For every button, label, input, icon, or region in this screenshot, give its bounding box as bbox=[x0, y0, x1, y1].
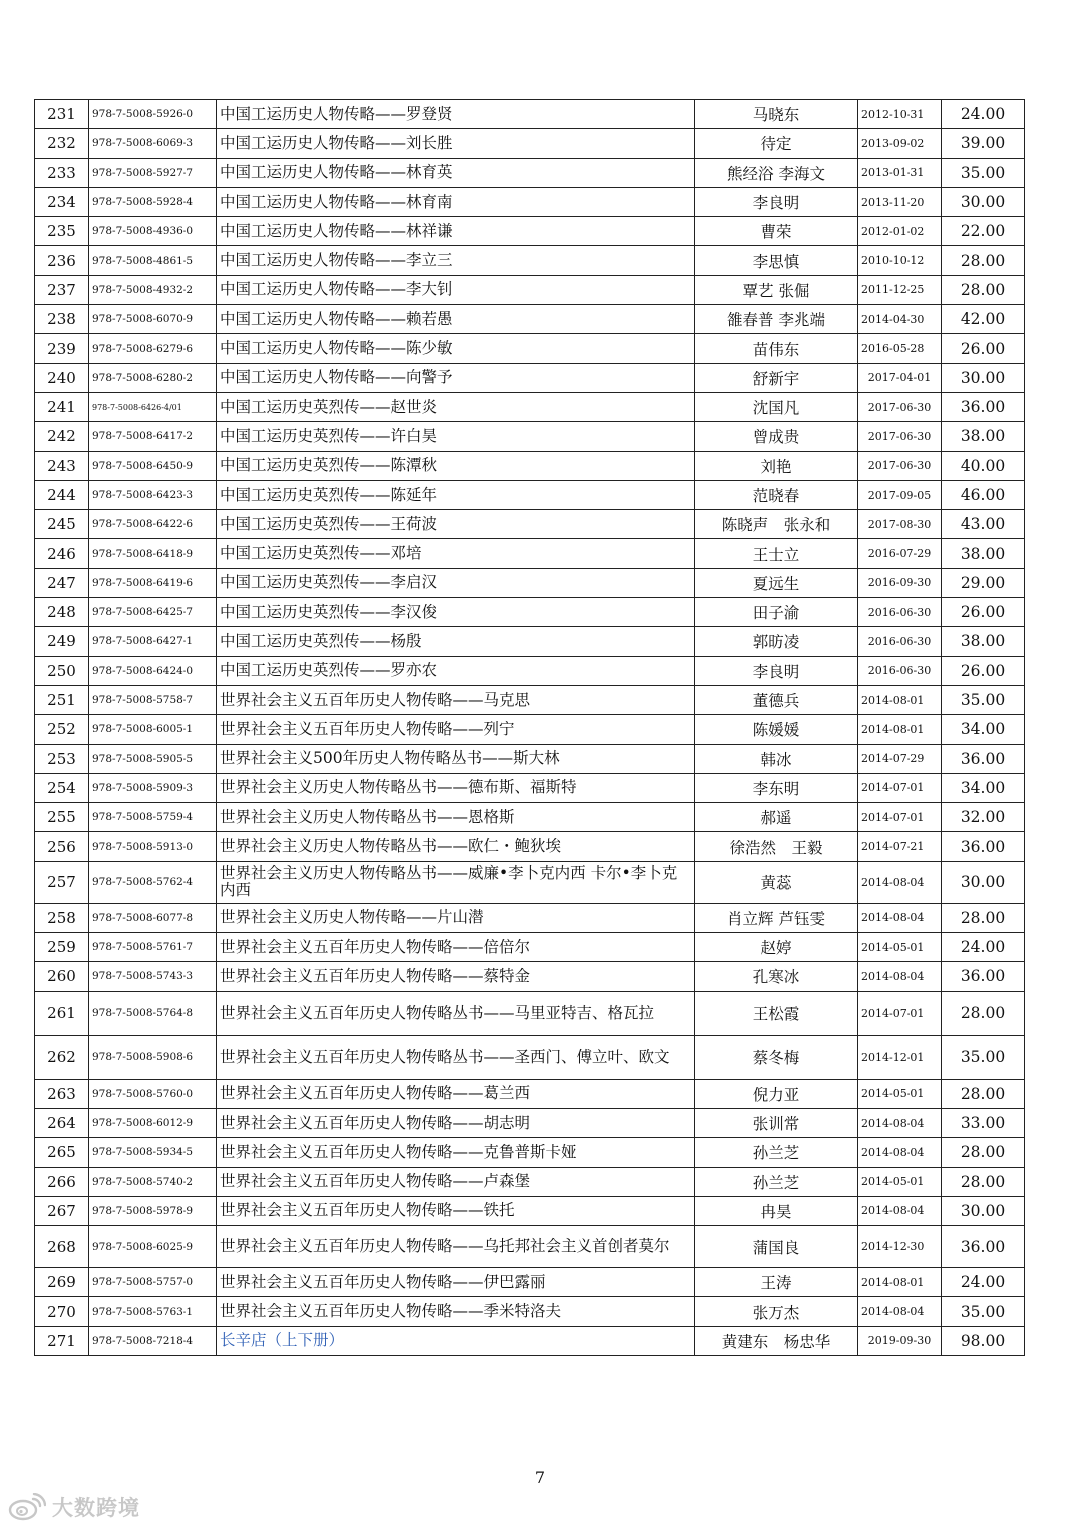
isbn-cell: 978-7-5008-6450-9 bbox=[89, 451, 217, 480]
price-cell: 34.00 bbox=[942, 715, 1025, 744]
price-cell: 28.00 bbox=[942, 1167, 1025, 1196]
isbn-cell: 978-7-5008-6070-9 bbox=[89, 305, 217, 334]
date-cell: 2014-05-01 bbox=[858, 1079, 942, 1108]
price-cell: 36.00 bbox=[942, 962, 1025, 991]
price-cell: 35.00 bbox=[942, 685, 1025, 714]
row-number: 249 bbox=[35, 627, 89, 656]
date-cell: 2010-10-12 bbox=[858, 246, 942, 275]
price-cell: 36.00 bbox=[942, 1226, 1025, 1268]
isbn-cell: 978-7-5008-5757-0 bbox=[89, 1268, 217, 1297]
author-cell: 王涛 bbox=[695, 1268, 858, 1297]
author-cell: 蔡冬梅 bbox=[695, 1035, 858, 1079]
price-cell: 28.00 bbox=[942, 1138, 1025, 1167]
table-row bbox=[35, 363, 1025, 392]
author-cell: 雒春普 李兆端 bbox=[695, 305, 858, 334]
price-cell: 35.00 bbox=[942, 1297, 1025, 1326]
date-cell: 2014-08-04 bbox=[858, 1138, 942, 1167]
price-cell: 28.00 bbox=[942, 246, 1025, 275]
table-row bbox=[35, 392, 1025, 421]
author-cell: 夏远生 bbox=[695, 568, 858, 597]
date-cell: 2014-08-01 bbox=[858, 1268, 942, 1297]
title-cell: 世界社会主义历史人物传略——片山潜 bbox=[217, 903, 695, 932]
date-cell: 2014-05-01 bbox=[858, 933, 942, 962]
title-cell: 中国工运历史人物传略——李大钊 bbox=[217, 275, 695, 304]
date-cell: 2017-09-05 bbox=[858, 480, 942, 509]
author-cell: 赵婷 bbox=[695, 933, 858, 962]
price-cell: 40.00 bbox=[942, 451, 1025, 480]
isbn-cell: 978-7-5008-6280-2 bbox=[89, 363, 217, 392]
weibo-logo-icon bbox=[8, 1493, 46, 1521]
row-number: 258 bbox=[35, 903, 89, 932]
isbn-cell: 978-7-5008-5927-7 bbox=[89, 158, 217, 187]
row-number: 267 bbox=[35, 1196, 89, 1225]
row-number: 259 bbox=[35, 933, 89, 962]
row-number: 270 bbox=[35, 1297, 89, 1326]
table-row bbox=[35, 685, 1025, 714]
title-cell: 中国工运历史英烈传——李启汉 bbox=[217, 568, 695, 597]
table-row bbox=[35, 539, 1025, 568]
row-number: 247 bbox=[35, 568, 89, 597]
row-number: 240 bbox=[35, 363, 89, 392]
author-cell: 孙兰芝 bbox=[695, 1167, 858, 1196]
title-cell: 中国工运历史英烈传——李汉俊 bbox=[217, 598, 695, 627]
date-cell: 2017-06-30 bbox=[858, 422, 942, 451]
date-cell: 2013-01-31 bbox=[858, 158, 942, 187]
table-row bbox=[35, 962, 1025, 991]
watermark-text: 大数跨境 bbox=[52, 1496, 140, 1520]
author-cell: 田子渝 bbox=[695, 598, 858, 627]
price-cell: 28.00 bbox=[942, 991, 1025, 1035]
isbn-cell: 978-7-5008-5934-5 bbox=[89, 1138, 217, 1167]
table-row bbox=[35, 803, 1025, 832]
row-number: 271 bbox=[35, 1326, 89, 1355]
title-cell: 长辛店（上下册） bbox=[217, 1326, 695, 1355]
row-number: 262 bbox=[35, 1035, 89, 1079]
isbn-cell: 978-7-5008-5760-0 bbox=[89, 1079, 217, 1108]
author-cell: 徐浩然 王毅 bbox=[695, 832, 858, 861]
author-cell: 范晓春 bbox=[695, 480, 858, 509]
date-cell: 2014-07-21 bbox=[858, 832, 942, 861]
row-number: 242 bbox=[35, 422, 89, 451]
author-cell: 曾成贵 bbox=[695, 422, 858, 451]
price-cell: 46.00 bbox=[942, 480, 1025, 509]
isbn-cell: 978-7-5008-6005-1 bbox=[89, 715, 217, 744]
table-row bbox=[35, 903, 1025, 932]
title-cell: 世界社会主义五百年历史人物传略——葛兰西 bbox=[217, 1079, 695, 1108]
author-cell: 曹荣 bbox=[695, 217, 858, 246]
isbn-cell: 978-7-5008-7218-4 bbox=[89, 1326, 217, 1355]
title-cell: 世界社会主义五百年历史人物传略——蔡特金 bbox=[217, 962, 695, 991]
date-cell: 2012-10-31 bbox=[858, 100, 942, 129]
date-cell: 2016-07-29 bbox=[858, 539, 942, 568]
date-cell: 2014-05-01 bbox=[858, 1167, 942, 1196]
page-number: 7 bbox=[534, 1468, 546, 1487]
date-cell: 2014-08-04 bbox=[858, 861, 942, 903]
author-cell: 马晓东 bbox=[695, 100, 858, 129]
date-cell: 2017-08-30 bbox=[858, 510, 942, 539]
author-cell: 李思慎 bbox=[695, 246, 858, 275]
price-cell: 30.00 bbox=[942, 861, 1025, 903]
author-cell: 张万杰 bbox=[695, 1297, 858, 1326]
price-cell: 34.00 bbox=[942, 773, 1025, 802]
row-number: 235 bbox=[35, 217, 89, 246]
row-number: 266 bbox=[35, 1167, 89, 1196]
author-cell: 孔寒冰 bbox=[695, 962, 858, 991]
isbn-cell: 978-7-5008-5758-7 bbox=[89, 685, 217, 714]
isbn-cell: 978-7-5008-5913-0 bbox=[89, 832, 217, 861]
price-cell: 28.00 bbox=[942, 275, 1025, 304]
price-cell: 24.00 bbox=[942, 100, 1025, 129]
price-cell: 26.00 bbox=[942, 598, 1025, 627]
title-cell: 世界社会主义五百年历史人物传略——马克思 bbox=[217, 685, 695, 714]
table-row bbox=[35, 275, 1025, 304]
date-cell: 2014-07-01 bbox=[858, 773, 942, 802]
author-cell: 倪力亚 bbox=[695, 1079, 858, 1108]
date-cell: 2012-01-02 bbox=[858, 217, 942, 246]
date-cell: 2013-11-20 bbox=[858, 187, 942, 216]
date-cell: 2014-07-29 bbox=[858, 744, 942, 773]
row-number: 253 bbox=[35, 744, 89, 773]
author-cell: 苗伟东 bbox=[695, 334, 858, 363]
table-row bbox=[35, 744, 1025, 773]
table-row bbox=[35, 1326, 1025, 1355]
price-cell: 36.00 bbox=[942, 744, 1025, 773]
title-cell: 中国工运历史人物传略——林祥谦 bbox=[217, 217, 695, 246]
date-cell: 2014-08-04 bbox=[858, 1196, 942, 1225]
isbn-cell: 978-7-5008-5761-7 bbox=[89, 933, 217, 962]
isbn-cell: 978-7-5008-5764-8 bbox=[89, 991, 217, 1035]
table-row bbox=[35, 510, 1025, 539]
author-cell: 黄蕊 bbox=[695, 861, 858, 903]
title-cell: 世界社会主义历史人物传略丛书——威廉•李卜克内西 卡尔•李卜克内西 bbox=[217, 861, 695, 903]
isbn-cell: 978-7-5008-4936-0 bbox=[89, 217, 217, 246]
price-cell: 30.00 bbox=[942, 363, 1025, 392]
title-cell: 世界社会主义五百年历史人物传略丛书——马里亚特吉、格瓦拉 bbox=[217, 991, 695, 1035]
title-cell: 世界社会主义五百年历史人物传略——倍倍尔 bbox=[217, 933, 695, 962]
row-number: 269 bbox=[35, 1268, 89, 1297]
price-cell: 30.00 bbox=[942, 187, 1025, 216]
title-cell: 中国工运历史人物传略——林育南 bbox=[217, 187, 695, 216]
title-cell: 中国工运历史英烈传——赵世炎 bbox=[217, 392, 695, 421]
date-cell: 2014-08-01 bbox=[858, 715, 942, 744]
row-number: 251 bbox=[35, 685, 89, 714]
row-number: 232 bbox=[35, 129, 89, 158]
table-row bbox=[35, 129, 1025, 158]
table-row bbox=[35, 334, 1025, 363]
author-cell: 李东明 bbox=[695, 773, 858, 802]
table-row bbox=[35, 861, 1025, 903]
table-row bbox=[35, 991, 1025, 1035]
title-cell: 世界社会主义五百年历史人物传略——乌托邦社会主义首创者莫尔 bbox=[217, 1226, 695, 1268]
row-number: 231 bbox=[35, 100, 89, 129]
row-number: 256 bbox=[35, 832, 89, 861]
price-cell: 39.00 bbox=[942, 129, 1025, 158]
date-cell: 2014-07-01 bbox=[858, 991, 942, 1035]
row-number: 263 bbox=[35, 1079, 89, 1108]
isbn-cell: 978-7-5008-5763-1 bbox=[89, 1297, 217, 1326]
table-row bbox=[35, 933, 1025, 962]
author-cell: 孙兰芝 bbox=[695, 1138, 858, 1167]
isbn-cell: 978-7-5008-6025-9 bbox=[89, 1226, 217, 1268]
isbn-cell: 978-7-5008-5908-6 bbox=[89, 1035, 217, 1079]
price-cell: 35.00 bbox=[942, 1035, 1025, 1079]
row-number: 234 bbox=[35, 187, 89, 216]
title-cell: 中国工运历史英烈传——邓培 bbox=[217, 539, 695, 568]
row-number: 248 bbox=[35, 598, 89, 627]
table-row bbox=[35, 1079, 1025, 1108]
isbn-cell: 978-7-5008-5743-3 bbox=[89, 962, 217, 991]
date-cell: 2014-12-30 bbox=[858, 1226, 942, 1268]
isbn-cell: 978-7-5008-5759-4 bbox=[89, 803, 217, 832]
title-cell: 世界社会主义五百年历史人物传略——列宁 bbox=[217, 715, 695, 744]
isbn-cell: 978-7-5008-6423-3 bbox=[89, 480, 217, 509]
date-cell: 2017-04-01 bbox=[858, 363, 942, 392]
isbn-cell: 978-7-5008-4861-5 bbox=[89, 246, 217, 275]
title-cell: 世界社会主义五百年历史人物传略——季米特洛夫 bbox=[217, 1297, 695, 1326]
price-cell: 28.00 bbox=[942, 1079, 1025, 1108]
isbn-cell: 978-7-5008-5905-5 bbox=[89, 744, 217, 773]
table-row bbox=[35, 246, 1025, 275]
price-cell: 24.00 bbox=[942, 1268, 1025, 1297]
isbn-cell: 978-7-5008-6424-0 bbox=[89, 656, 217, 685]
title-cell: 中国工运历史英烈传——许白昊 bbox=[217, 422, 695, 451]
title-cell: 世界社会主义五百年历史人物传略——卢森堡 bbox=[217, 1167, 695, 1196]
isbn-cell: 978-7-5008-5928-4 bbox=[89, 187, 217, 216]
price-cell: 33.00 bbox=[942, 1108, 1025, 1137]
date-cell: 2014-08-04 bbox=[858, 903, 942, 932]
title-cell: 世界社会主义历史人物传略丛书——德布斯、福斯特 bbox=[217, 773, 695, 802]
author-cell: 蒲国良 bbox=[695, 1226, 858, 1268]
table-row bbox=[35, 158, 1025, 187]
title-cell: 中国工运历史人物传略——林育英 bbox=[217, 158, 695, 187]
price-cell: 32.00 bbox=[942, 803, 1025, 832]
row-number: 239 bbox=[35, 334, 89, 363]
watermark bbox=[8, 1492, 140, 1522]
row-number: 252 bbox=[35, 715, 89, 744]
author-cell: 舒新宇 bbox=[695, 363, 858, 392]
title-cell: 中国工运历史人物传略——赖若愚 bbox=[217, 305, 695, 334]
table-row bbox=[35, 1167, 1025, 1196]
table-row bbox=[35, 100, 1025, 129]
date-cell: 2016-05-28 bbox=[858, 334, 942, 363]
table-row bbox=[35, 627, 1025, 656]
price-cell: 36.00 bbox=[942, 392, 1025, 421]
date-cell: 2019-09-30 bbox=[858, 1326, 942, 1355]
table-row bbox=[35, 715, 1025, 744]
price-cell: 42.00 bbox=[942, 305, 1025, 334]
table-row bbox=[35, 451, 1025, 480]
table-row bbox=[35, 1108, 1025, 1137]
author-cell: 李良明 bbox=[695, 656, 858, 685]
isbn-cell: 978-7-5008-6422-6 bbox=[89, 510, 217, 539]
title-cell: 中国工运历史人物传略——李立三 bbox=[217, 246, 695, 275]
table-row bbox=[35, 773, 1025, 802]
isbn-cell: 978-7-5008-6419-6 bbox=[89, 568, 217, 597]
isbn-cell: 978-7-5008-5762-4 bbox=[89, 861, 217, 903]
price-cell: 30.00 bbox=[942, 1196, 1025, 1225]
table-row bbox=[35, 480, 1025, 509]
price-cell: 98.00 bbox=[942, 1326, 1025, 1355]
date-cell: 2014-08-01 bbox=[858, 685, 942, 714]
author-cell: 张训常 bbox=[695, 1108, 858, 1137]
isbn-cell: 978-7-5008-5909-3 bbox=[89, 773, 217, 802]
author-cell: 郝遥 bbox=[695, 803, 858, 832]
isbn-cell: 978-7-5008-6425-7 bbox=[89, 598, 217, 627]
price-cell: 38.00 bbox=[942, 627, 1025, 656]
price-cell: 28.00 bbox=[942, 903, 1025, 932]
table-row bbox=[35, 187, 1025, 216]
author-cell: 熊经浴 李海文 bbox=[695, 158, 858, 187]
row-number: 261 bbox=[35, 991, 89, 1035]
table-row bbox=[35, 598, 1025, 627]
price-cell: 43.00 bbox=[942, 510, 1025, 539]
table-row bbox=[35, 1268, 1025, 1297]
title-cell: 世界社会主义五百年历史人物传略——铁托 bbox=[217, 1196, 695, 1225]
table-row bbox=[35, 1196, 1025, 1225]
row-number: 260 bbox=[35, 962, 89, 991]
date-cell: 2013-09-02 bbox=[858, 129, 942, 158]
isbn-cell: 978-7-5008-5740-2 bbox=[89, 1167, 217, 1196]
table-row bbox=[35, 217, 1025, 246]
isbn-cell: 978-7-5008-6417-2 bbox=[89, 422, 217, 451]
author-cell: 郭昉凌 bbox=[695, 627, 858, 656]
title-cell: 中国工运历史英烈传——王荷波 bbox=[217, 510, 695, 539]
author-cell: 冉昊 bbox=[695, 1196, 858, 1225]
title-cell: 中国工运历史英烈传——陈潭秋 bbox=[217, 451, 695, 480]
isbn-cell: 978-7-5008-5926-0 bbox=[89, 100, 217, 129]
table-row bbox=[35, 1138, 1025, 1167]
title-cell: 世界社会主义五百年历史人物传略——胡志明 bbox=[217, 1108, 695, 1137]
row-number: 255 bbox=[35, 803, 89, 832]
price-cell: 22.00 bbox=[942, 217, 1025, 246]
title-cell: 中国工运历史人物传略——向警予 bbox=[217, 363, 695, 392]
row-number: 241 bbox=[35, 392, 89, 421]
title-cell: 中国工运历史人物传略——刘长胜 bbox=[217, 129, 695, 158]
isbn-cell: 978-7-5008-6069-3 bbox=[89, 129, 217, 158]
date-cell: 2016-06-30 bbox=[858, 627, 942, 656]
row-number: 254 bbox=[35, 773, 89, 802]
table-row bbox=[35, 1226, 1025, 1268]
date-cell: 2014-08-04 bbox=[858, 1108, 942, 1137]
title-cell: 中国工运历史英烈传——陈延年 bbox=[217, 480, 695, 509]
date-cell: 2014-07-01 bbox=[858, 803, 942, 832]
author-cell: 待定 bbox=[695, 129, 858, 158]
price-cell: 38.00 bbox=[942, 422, 1025, 451]
author-cell: 刘艳 bbox=[695, 451, 858, 480]
title-cell: 中国工运历史人物传略——罗登贤 bbox=[217, 100, 695, 129]
row-number: 244 bbox=[35, 480, 89, 509]
isbn-cell: 978-7-5008-6279-6 bbox=[89, 334, 217, 363]
table-row bbox=[35, 1297, 1025, 1326]
date-cell: 2014-08-04 bbox=[858, 1297, 942, 1326]
book-catalog-table bbox=[34, 99, 1025, 1356]
title-cell: 中国工运历史英烈传——罗亦农 bbox=[217, 656, 695, 685]
date-cell: 2016-06-30 bbox=[858, 598, 942, 627]
title-cell: 中国工运历史人物传略——陈少敏 bbox=[217, 334, 695, 363]
date-cell: 2011-12-25 bbox=[858, 275, 942, 304]
table-row bbox=[35, 422, 1025, 451]
isbn-cell: 978-7-5008-4932-2 bbox=[89, 275, 217, 304]
price-cell: 38.00 bbox=[942, 539, 1025, 568]
author-cell: 陈媛媛 bbox=[695, 715, 858, 744]
row-number: 268 bbox=[35, 1226, 89, 1268]
title-cell: 世界社会主义五百年历史人物传略丛书——圣西门、傅立叶、欧文 bbox=[217, 1035, 695, 1079]
author-cell: 陈晓声 张永和 bbox=[695, 510, 858, 539]
date-cell: 2014-04-30 bbox=[858, 305, 942, 334]
table-row bbox=[35, 305, 1025, 334]
isbn-cell: 978-7-5008-6077-8 bbox=[89, 903, 217, 932]
author-cell: 董德兵 bbox=[695, 685, 858, 714]
date-cell: 2017-06-30 bbox=[858, 392, 942, 421]
price-cell: 26.00 bbox=[942, 334, 1025, 363]
date-cell: 2014-12-01 bbox=[858, 1035, 942, 1079]
isbn-cell: 978-7-5008-6426-4/01 bbox=[89, 392, 217, 421]
title-cell: 世界社会主义五百年历史人物传略——伊巴露丽 bbox=[217, 1268, 695, 1297]
table-row bbox=[35, 1035, 1025, 1079]
date-cell: 2016-06-30 bbox=[858, 656, 942, 685]
price-cell: 26.00 bbox=[942, 656, 1025, 685]
author-cell: 王松霞 bbox=[695, 991, 858, 1035]
isbn-cell: 978-7-5008-6418-9 bbox=[89, 539, 217, 568]
isbn-cell: 978-7-5008-6012-9 bbox=[89, 1108, 217, 1137]
row-number: 243 bbox=[35, 451, 89, 480]
table-body bbox=[35, 100, 1025, 1356]
row-number: 246 bbox=[35, 539, 89, 568]
author-cell: 李良明 bbox=[695, 187, 858, 216]
row-number: 233 bbox=[35, 158, 89, 187]
date-cell: 2014-08-04 bbox=[858, 962, 942, 991]
price-cell: 36.00 bbox=[942, 832, 1025, 861]
isbn-cell: 978-7-5008-5978-9 bbox=[89, 1196, 217, 1225]
row-number: 236 bbox=[35, 246, 89, 275]
title-cell: 世界社会主义五百年历史人物传略——克鲁普斯卡娅 bbox=[217, 1138, 695, 1167]
author-cell: 沈国凡 bbox=[695, 392, 858, 421]
row-number: 265 bbox=[35, 1138, 89, 1167]
title-cell: 中国工运历史英烈传——杨殷 bbox=[217, 627, 695, 656]
date-cell: 2016-09-30 bbox=[858, 568, 942, 597]
date-cell: 2017-06-30 bbox=[858, 451, 942, 480]
row-number: 250 bbox=[35, 656, 89, 685]
table-row bbox=[35, 656, 1025, 685]
isbn-cell: 978-7-5008-6427-1 bbox=[89, 627, 217, 656]
author-cell: 韩冰 bbox=[695, 744, 858, 773]
title-cell: 世界社会主义500年历史人物传略丛书——斯大林 bbox=[217, 744, 695, 773]
title-cell: 世界社会主义历史人物传略丛书——欧仁・鲍狄埃 bbox=[217, 832, 695, 861]
author-cell: 黄建东 杨忠华 bbox=[695, 1326, 858, 1355]
author-cell: 王士立 bbox=[695, 539, 858, 568]
title-cell: 世界社会主义历史人物传略丛书——恩格斯 bbox=[217, 803, 695, 832]
table-row bbox=[35, 832, 1025, 861]
row-number: 264 bbox=[35, 1108, 89, 1137]
author-cell: 覃艺 张倔 bbox=[695, 275, 858, 304]
row-number: 245 bbox=[35, 510, 89, 539]
author-cell: 肖立辉 芦钰雯 bbox=[695, 903, 858, 932]
price-cell: 24.00 bbox=[942, 933, 1025, 962]
row-number: 237 bbox=[35, 275, 89, 304]
price-cell: 35.00 bbox=[942, 158, 1025, 187]
row-number: 238 bbox=[35, 305, 89, 334]
table-row bbox=[35, 568, 1025, 597]
row-number: 257 bbox=[35, 861, 89, 903]
price-cell: 29.00 bbox=[942, 568, 1025, 597]
